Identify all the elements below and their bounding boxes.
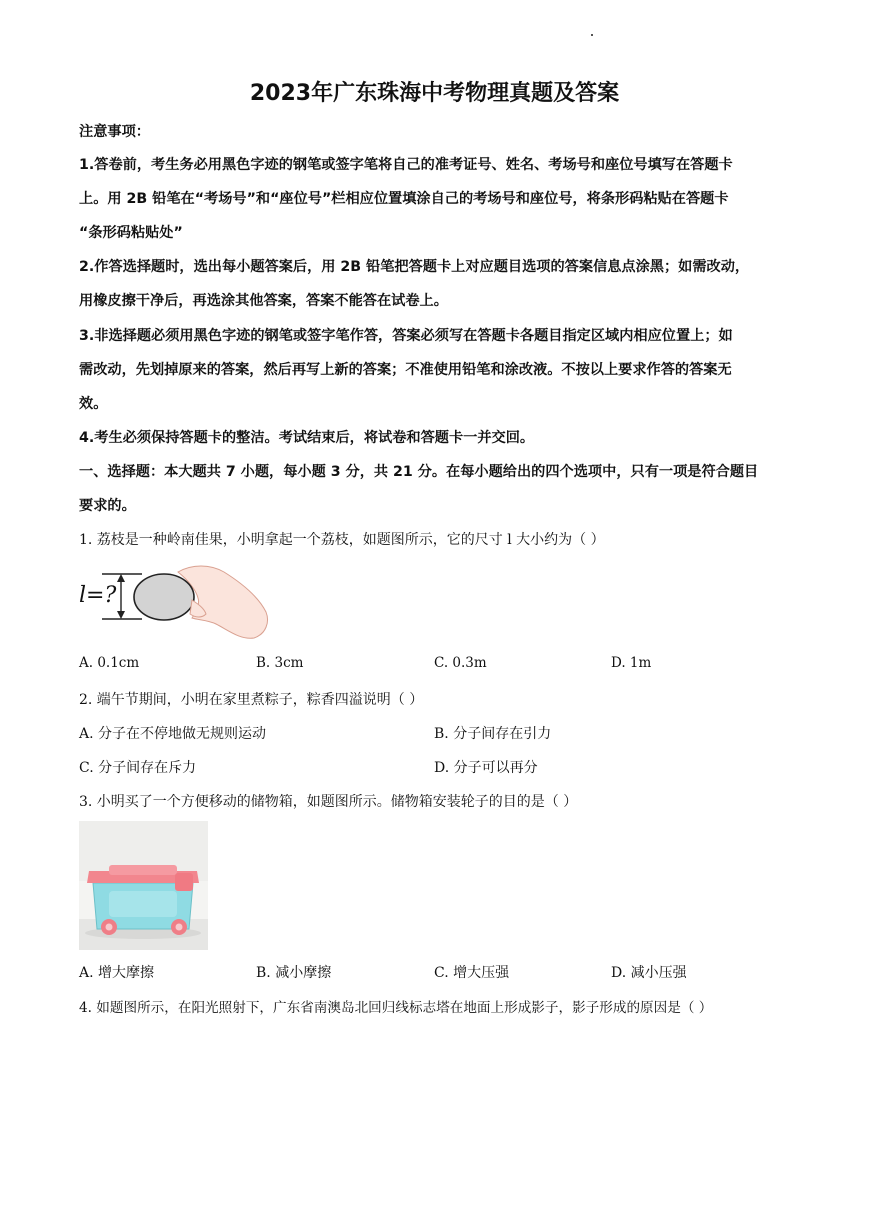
notice-line: 效。 (79, 396, 108, 412)
notice-line: “条形码粘贴处” (79, 225, 183, 241)
header-dot (591, 34, 593, 36)
section-heading: 要求的。 (79, 498, 136, 514)
storage-box-photo (79, 821, 208, 950)
section-heading: 一、选择题：本大题共 7 小题，每小题 3 分，共 21 分。在每小题给出的四个选项中，只有一项是符合题目 (79, 464, 759, 480)
option-d[interactable]: D. 减小压强 (611, 965, 687, 981)
litchi-size-label: l=? (79, 583, 117, 608)
notice-line: 用橡皮擦干净后，再选涂其他答案，答案不能答在试卷上。 (79, 293, 448, 309)
notice-line: 4.考生必须保持答题卡的整洁。考试结束后，将试卷和答题卡一并交回。 (79, 430, 535, 446)
notice-line: 需改动，先划掉原来的答案，然后再写上新的答案；不准使用铅笔和涂改液。不按以上要求作答的答案无 (79, 362, 732, 378)
litchi-hand-figure (100, 560, 270, 642)
option-d[interactable]: D. 分子可以再分 (434, 760, 538, 776)
option-c[interactable]: C. 增大压强 (434, 965, 510, 981)
option-a[interactable]: A. 分子在不停地做无规则运动 (79, 726, 267, 742)
notice-line: 1.答卷前，考生务必用黑色字迹的钢笔或签字笔将自己的准考证号、姓名、考场号和座位号填写在答题卡 (79, 157, 733, 173)
option-a[interactable]: A. 0.1cm (79, 655, 140, 671)
option-c[interactable]: C. 分子间存在斥力 (79, 760, 197, 776)
notice-heading: 注意事项： (79, 124, 150, 140)
question-1-stem: 1. 荔枝是一种岭南佳果，小明拿起一个荔枝，如题图所示，它的尺寸 l 大小约为（ ） (79, 532, 605, 548)
question-4-stem: 4. 如题图所示，在阳光照射下，广东省南澳岛北回归线标志塔在地面上形成影子，影子形成的原因是（ ） (79, 1000, 713, 1016)
notice-line: 上。用 2B 铅笔在“考场号”和“座位号”栏相应位置填涂自己的考场号和座位号，将条形码粘贴在答题卡 (79, 191, 729, 207)
option-b[interactable]: B. 3cm (256, 655, 304, 671)
option-d[interactable]: D. 1m (611, 655, 652, 671)
question-3-stem: 3. 小明买了一个方便移动的储物箱，如题图所示。储物箱安装轮子的目的是（ ） (79, 794, 578, 810)
option-b[interactable]: B. 减小摩擦 (256, 965, 332, 981)
page-title: 2023年广东珠海中考物理真题及答案 (249, 81, 620, 106)
question-2-stem: 2. 端午节期间，小明在家里煮粽子，粽香四溢说明（ ） (79, 692, 424, 708)
notice-line: 3.非选择题必须用黑色字迹的钢笔或签字笔作答，答案必须写在答题卡各题目指定区域内相应位置上；如 (79, 328, 733, 344)
option-c[interactable]: C. 0.3m (434, 655, 487, 671)
option-b[interactable]: B. 分子间存在引力 (434, 726, 552, 742)
option-a[interactable]: A. 增大摩擦 (79, 965, 155, 981)
notice-line: 2.作答选择题时，选出每小题答案后，用 2B 铅笔把答题卡上对应题目选项的答案信息点涂黑；如需改动， (79, 259, 750, 275)
